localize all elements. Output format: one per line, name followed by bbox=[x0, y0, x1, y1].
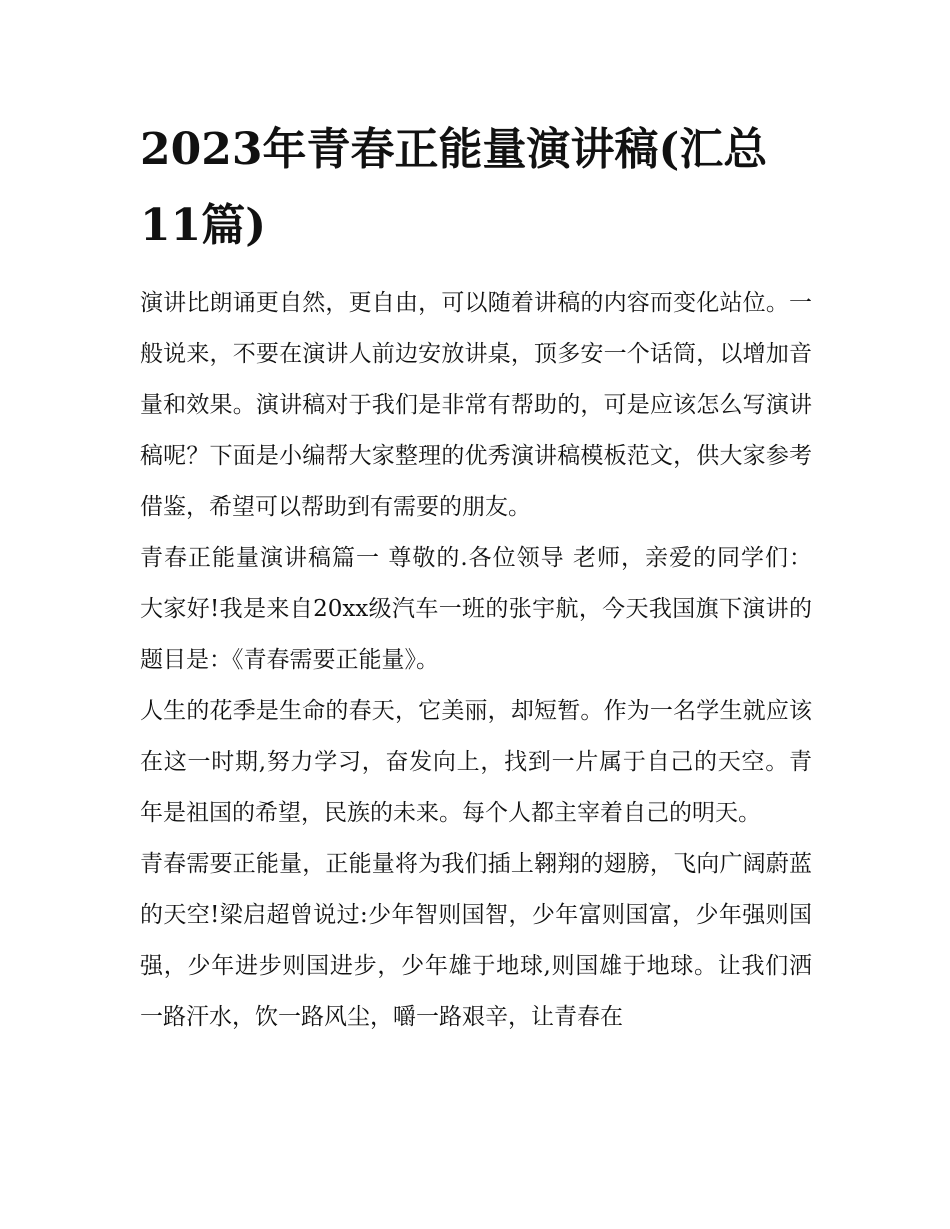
paragraph-greeting: 青春正能量演讲稿篇一 尊敬的.各位领导 老师，亲爱的同学们： 大家好!我是来自20xx级汽车一班的张宇航，今天我国旗下演讲的题目是：《青春需要正能量》。 bbox=[140, 545, 812, 673]
paragraph-youth: 人生的花季是生命的春天，它美丽，却短暂。作为一名学生就应该在这一时期,努力学习，奋发向上，找到一片属于自己的天空。青年是祖国的希望，民族的未来。每个人都主宰着自己的明天。 bbox=[140, 698, 812, 826]
document-page bbox=[140, 112, 812, 1043]
paragraph-intro: 演讲比朗诵更自然，更自由，可以随着讲稿的内容而变化站位。一般说来，不要在演讲人前边安放讲桌，顶多安一个话筒，以增加音量和效果。演讲稿对于我们是非常有帮助的，可是应该怎么写演讲稿呢？下面是小编帮大家整理的优秀演讲稿模板范文，供大家参考借鉴，希望可以帮助到有需要的朋友。 bbox=[140, 290, 812, 520]
document-title: 2023年青春正能量演讲稿(汇总11篇) bbox=[140, 124, 768, 251]
paragraph-energy: 青春需要正能量，正能量将为我们插上翱翔的翅膀，飞向广阔蔚蓝的天空!梁启超曾说过:少年智则国智，少年富则国富，少年强则国强，少年进步则国进步，少年雄于地球,则国雄于地球。让我们洒一路汗水，饮一路风尘，嚼一路艰辛，让青春在 bbox=[140, 851, 812, 1030]
